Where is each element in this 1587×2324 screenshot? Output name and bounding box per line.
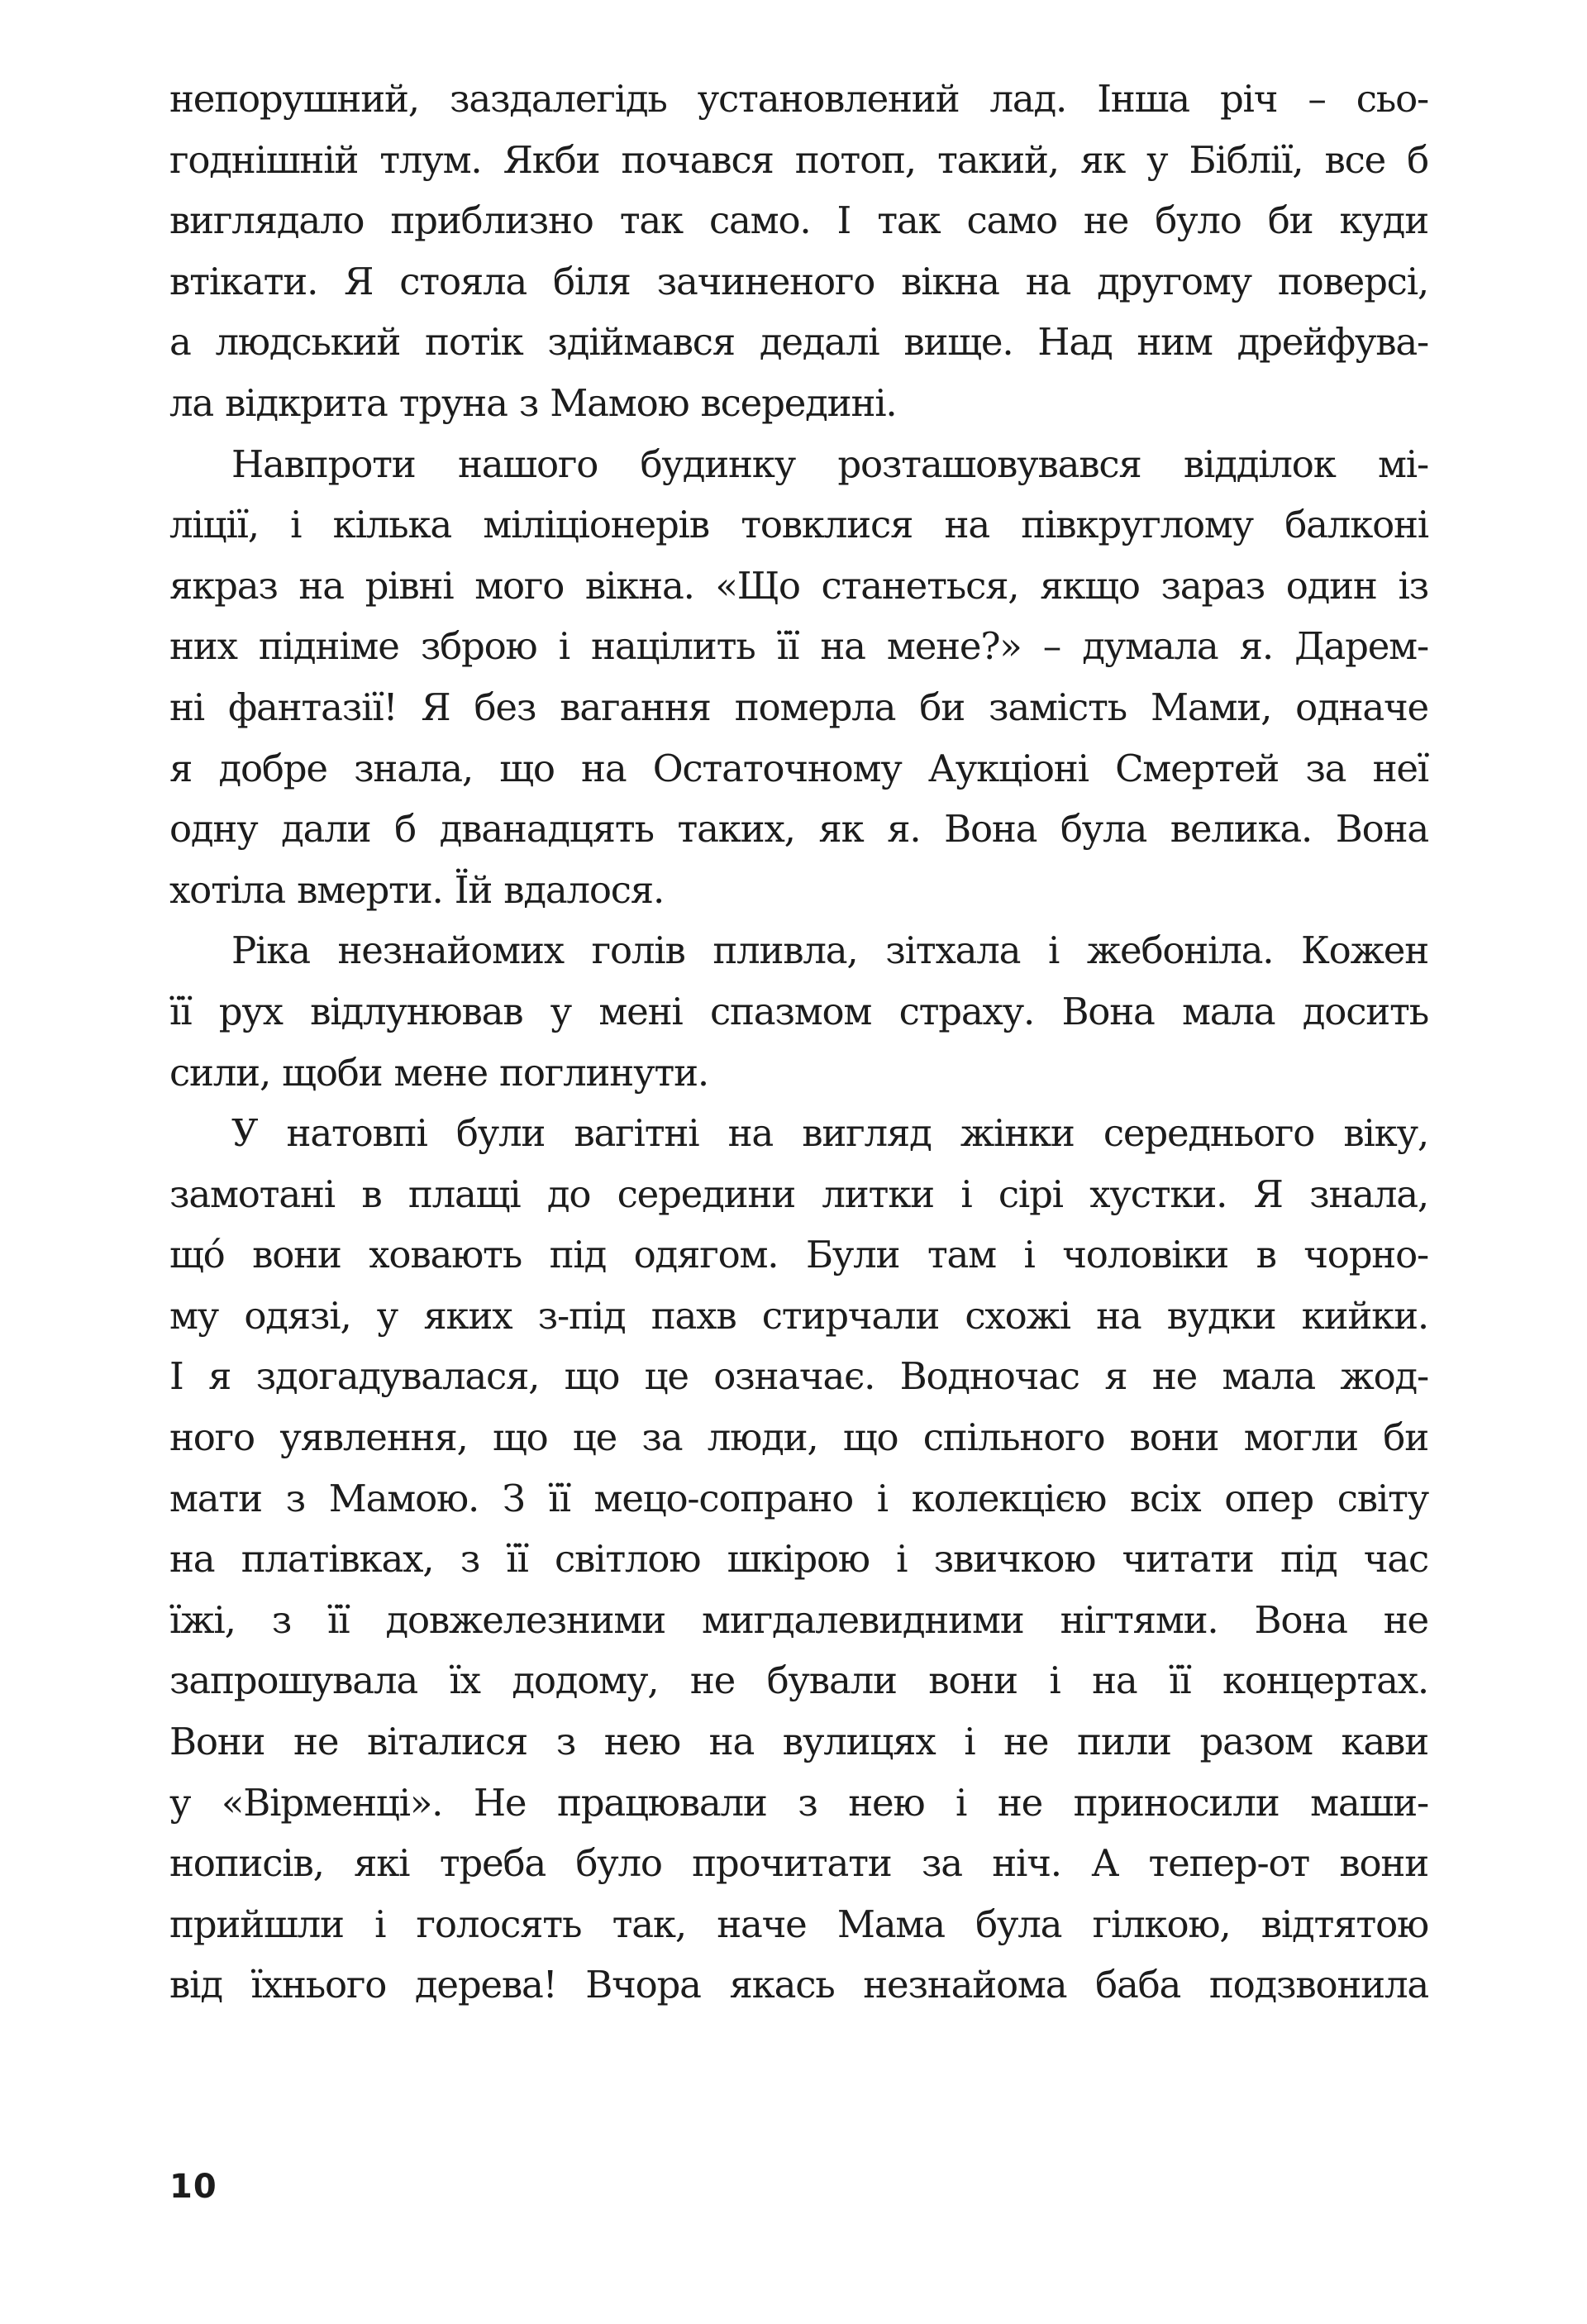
text-line: му одязі, у яких з-під пахв стирчали схожі на вудки кийки. xyxy=(169,1293,1428,1338)
text-line: я добре знала, що на Остаточному Аукціоні Смертей за неї xyxy=(169,746,1428,790)
text-line: від їхнього дерева! Вчора якась незнайома баба подзвонила xyxy=(169,1963,1428,2007)
paragraph-first-line: Навпроти нашого будинку розташовувався відділок мі- xyxy=(231,441,1428,486)
text-line: її рух відлунював у мені спазмом страху. Вона мала досить xyxy=(169,989,1428,1033)
text-line: ліції, і кілька міліціонерів товклися на півкруглому балконі xyxy=(169,503,1428,547)
text-line: їжі, з її довжелезними мигдалевидними нігтями. Вона не xyxy=(169,1597,1428,1642)
text-line: замотані в плащі до середини литки і сірі хустки. Я знала, xyxy=(169,1172,1428,1216)
text-line: сили, щоби мене поглинути. xyxy=(169,1050,708,1095)
text-line: ні фантазії! Я без вагання померла би замість Мами, одначе xyxy=(169,685,1428,729)
text-line: що́ вони ховають під одягом. Були там і чоловіки в чорно- xyxy=(169,1233,1428,1277)
text-line: годнішній тлум. Якби почався потоп, такий, як у Біблії, все б xyxy=(169,137,1428,182)
text-line: Вони не віталися з нею на вулицях і не пили разом кави xyxy=(169,1720,1428,1764)
text-line: на платівках, з її світлою шкірою і звичкою читати під час xyxy=(169,1537,1428,1582)
text-line: хотіла вмерти. Їй вдалося. xyxy=(169,867,665,912)
text-line: них підніме зброю і націлить її на мене?» – думала я. Дарем- xyxy=(169,624,1428,669)
text-line: ла відкрита труна з Мамою всередині. xyxy=(169,380,897,425)
text-line: І я здогадувалася, що це означає. Водночас я не мала жод- xyxy=(169,1354,1428,1399)
text-line: мати з Мамою. З її мецо-сопрано і колекцією всіх опер світу xyxy=(169,1476,1428,1520)
text-line: виглядало приблизно так само. І так само не було би куди xyxy=(169,198,1428,243)
text-line: запрошувала їх додому, не бували вони і на її концертах. xyxy=(169,1658,1428,1703)
text-line: одну дали б дванадцять таких, як я. Вона була велика. Вона xyxy=(169,807,1428,852)
body-text xyxy=(169,69,1428,2016)
page-number: 10 xyxy=(169,2168,217,2206)
text-line: нописів, які треба було прочитати за ніч. А тепер-от вони xyxy=(169,1841,1428,1886)
paragraph-first-line: У натовпі були вагітні на вигляд жінки середнього віку, xyxy=(231,1111,1428,1156)
text-line: втікати. Я стояла біля зачиненого вікна на другому поверсі, xyxy=(169,259,1428,303)
text-line: якраз на рівні мого вікна. «Що станеться, якщо зараз один із xyxy=(169,563,1428,608)
text-line: непорушний, заздалегідь установлений лад. Інша річ – сьо- xyxy=(169,77,1428,121)
paragraph-first-line: Ріка незнайомих голів пливла, зітхала і жебоніла. Кожен xyxy=(231,928,1428,973)
text-line: ного уявлення, що це за люди, що спільного вони могли би xyxy=(169,1415,1428,1460)
text-line: прийшли і голосять так, наче Мама була гілкою, відтятою xyxy=(169,1902,1428,1946)
text-line: а людський потік здіймався дедалі вище. Над ним дрейфува- xyxy=(169,320,1428,365)
text-line: у «Вірменці». Не працювали з нею і не приносили маши- xyxy=(169,1780,1428,1825)
